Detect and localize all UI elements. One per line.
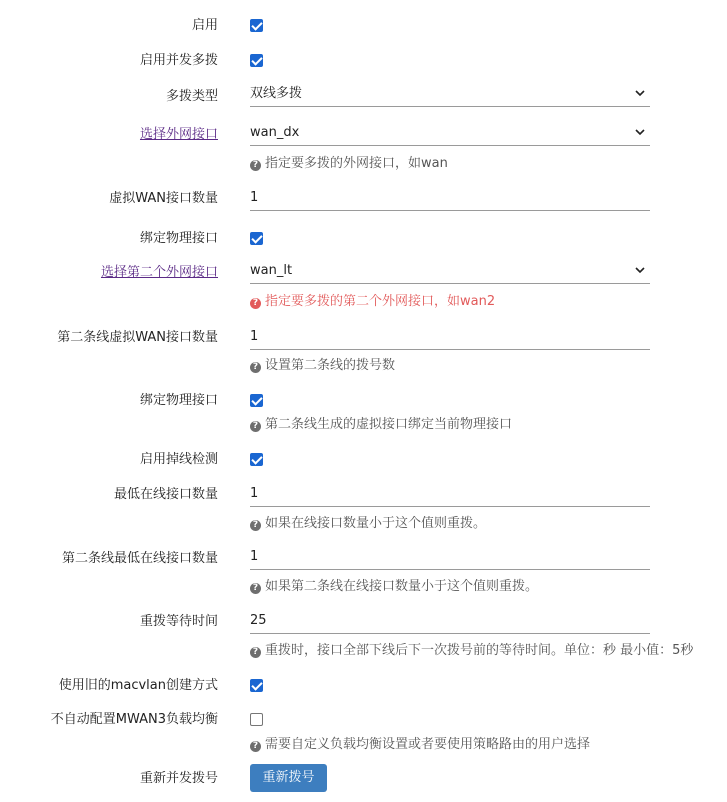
vwan2-count-hint-text: 设置第二条线的拨号数 (265, 358, 396, 373)
dial-type-label: 多拨类型 (165, 89, 218, 104)
wan-iface-label-link[interactable]: 选择外网接口 (139, 127, 218, 142)
no-mwan3-hint-text: 需要自定义负载均衡设置或者要使用策略路由的用户选择 (265, 737, 591, 752)
bind-phys-label: 绑定物理接口 (139, 231, 218, 246)
dial-type-select[interactable] (250, 85, 650, 107)
wait-time-label: 重拨等待时间 (139, 614, 218, 629)
help-circle-icon: ? (250, 160, 261, 171)
old-macvlan-checkbox[interactable] (250, 679, 263, 692)
concurrent-checkbox[interactable] (250, 54, 263, 67)
help-circle-icon: ? (250, 362, 261, 373)
min-online-hint (250, 516, 486, 532)
min-online-value: 1 (250, 486, 259, 501)
wan2-iface-select[interactable] (250, 262, 650, 284)
chevron-down-icon (634, 264, 646, 276)
wait-time-hint (250, 643, 693, 659)
chevron-down-icon (634, 87, 646, 99)
redial-label: 重新并发拨号 (139, 771, 218, 786)
bind-phys2-hint-text: 第二条线生成的虚拟接口绑定当前物理接口 (265, 417, 513, 432)
bind-phys2-hint (250, 417, 512, 433)
wait-time-hint-text: 重拨时，接口全部下线后下一次拨号前的等待时间。单位：秒 最小值：5秒 (265, 643, 694, 658)
min-online2-label: 第二条线最低在线接口数量 (61, 551, 218, 566)
no-mwan3-hint (250, 737, 590, 753)
min-online2-input[interactable] (250, 548, 650, 570)
bind-phys2-label: 绑定物理接口 (139, 393, 218, 408)
no-mwan3-label: 不自动配置MWAN3负载均衡 (50, 712, 218, 727)
dropout-label: 启用掉线检测 (139, 452, 218, 467)
vwan2-count-input[interactable] (250, 328, 650, 350)
vwan2-count-hint (250, 358, 395, 374)
bind-phys2-checkbox[interactable] (250, 394, 263, 407)
no-mwan3-checkbox[interactable] (250, 713, 263, 726)
enable-label: 启用 (191, 18, 218, 33)
vwan2-count-value: 1 (250, 329, 259, 344)
help-circle-icon: ? (250, 741, 261, 752)
help-circle-icon: ? (250, 583, 261, 594)
chevron-down-icon (634, 126, 646, 138)
dropout-checkbox[interactable] (250, 453, 263, 466)
min-online2-hint-text: 如果第二条线在线接口数量小于这个值则重拨。 (265, 579, 539, 594)
wan2-iface-hint-text: 指定要多拨的第二个外网接口，如wan2 (265, 294, 496, 309)
wan2-iface-label-link[interactable]: 选择第二个外网接口 (100, 265, 218, 280)
min-online-input[interactable] (250, 485, 650, 507)
wan-iface-hint (250, 156, 448, 172)
min-online2-value: 1 (250, 549, 259, 564)
concurrent-label: 启用并发多拨 (139, 53, 218, 68)
help-circle-icon: ? (250, 421, 261, 432)
old-macvlan-label: 使用旧的macvlan创建方式 (58, 678, 218, 693)
bind-phys-checkbox[interactable] (250, 232, 263, 245)
min-online-hint-text: 如果在线接口数量小于这个值则重拨。 (265, 516, 487, 531)
wan2-iface-value: wan_lt (250, 263, 293, 278)
wan-iface-value: wan_dx (250, 125, 300, 140)
min-online-label: 最低在线接口数量 (113, 487, 218, 502)
dial-type-value: 双线多拨 (250, 86, 303, 101)
wan2-iface-hint (250, 294, 495, 310)
help-circle-icon: ? (250, 520, 261, 531)
wan-iface-hint-text: 指定要多拨的外网接口，如wan (265, 156, 448, 171)
vwan2-count-label: 第二条线虚拟WAN接口数量 (57, 330, 218, 345)
enable-checkbox[interactable] (250, 19, 263, 32)
vwan-count-value: 1 (250, 190, 259, 205)
help-circle-icon: ? (250, 647, 261, 658)
wan-iface-select[interactable] (250, 124, 650, 146)
wait-time-input[interactable] (250, 612, 650, 634)
redial-button[interactable]: 重新拨号 (250, 764, 327, 792)
help-circle-icon: ? (250, 298, 261, 309)
min-online2-hint (250, 579, 538, 595)
wait-time-value: 25 (250, 613, 267, 628)
vwan-count-label: 虚拟WAN接口数量 (109, 191, 218, 206)
vwan-count-input[interactable] (250, 189, 650, 211)
